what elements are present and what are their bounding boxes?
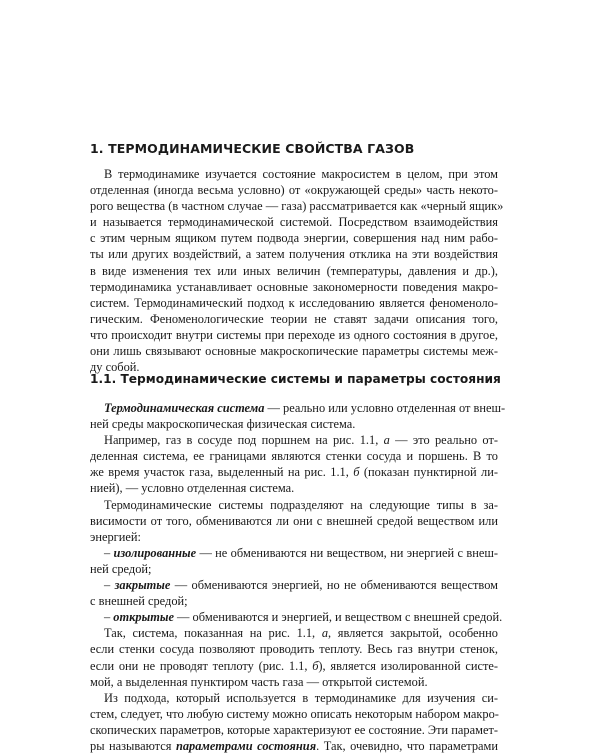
text-line: Термодинамические системы подразделяют на следующие типы в за- — [104, 497, 498, 512]
text-line: ней среды макроскопическая физическая система. — [90, 417, 356, 432]
text-line: что происходит внутри системы при переходе из одного состояния в другое, — [90, 327, 498, 342]
text-line: стем, следует, что любую систему можно описать некоторым набором макро- — [90, 706, 499, 721]
list-item-open: – открытые — обмениваются и энергией, и веществом с внешней средой. — [104, 610, 503, 625]
text-line: если они не проводят теплоту (рис. 1.1, б), является изолированной систе- — [90, 658, 498, 673]
text-line: Из подхода, который используется в термодинамике для изучения си- — [104, 690, 498, 705]
text-line: гическим. Феноменологические теории не ставят задачи описания того, — [90, 311, 498, 326]
text-line: отделенная (иногда весьма условно) от «окружающей среды» часть некото- — [90, 183, 498, 198]
text-line: рого вещества (в частном случае — газа) рассматривается как «черный ящик» — [90, 199, 504, 214]
text-line: с внешней средой; — [90, 594, 188, 609]
text-line: ты или других воздействий, а затем получения отклика на эти воздействия — [90, 247, 498, 262]
text-line: если стенки сосуда позволяют проводить теплоту. Весь газ внутри стенок, — [90, 642, 498, 657]
text-line: Например, газ в сосуде под поршнем на рис. 1.1, а — это реально от- — [104, 433, 498, 448]
chapter-title: 1. ТЕРМОДИНАМИЧЕСКИЕ СВОЙСТВА ГАЗОВ — [90, 141, 415, 156]
text-line: энергией: — [90, 529, 141, 544]
text-line: систем. Термодинамический подход к исследованию является феноменоло- — [90, 295, 498, 310]
text-line: ры называются параметрами состояния. Так, очевидно, что параметрами — [90, 738, 498, 753]
list-term: изолированные — [113, 545, 197, 560]
section-body — [90, 400, 506, 754]
definition-term: параметрами состояния — [175, 738, 317, 753]
figure-ref: а — [383, 433, 390, 448]
text-line: ней средой; — [90, 561, 152, 576]
definition-term: Термодинамическая система — [104, 401, 265, 415]
list-item-isolated: – изолированные — не обмениваются ни веществом, ни энергией с внеш- — [104, 545, 498, 560]
text-line: Так, система, показанная на рис. 1.1, а, является закрытой, особенно — [104, 626, 498, 641]
text-line: же время участок газа, выделенный на рис. 1.1, б (показан пунктирной ли- — [90, 465, 498, 480]
list-term: открытые — [113, 610, 174, 625]
text-line: термодинамика устанавливает основные закономерности поведения макро- — [90, 279, 498, 294]
figure-ref: а — [321, 626, 329, 641]
definition-line: Термодинамическая система — реально или условно отделенная от внеш- — [104, 401, 506, 415]
section-title: 1.1. Термодинамические системы и параметры состояния — [90, 372, 501, 386]
text-line: висимости от того, обмениваются ли они с внешней средой веществом или — [90, 513, 498, 528]
intro-paragraph — [90, 166, 504, 375]
text-line: они лишь связывают основные макроскопические параметры системы меж- — [90, 344, 498, 359]
text-line: ду собой. — [90, 360, 140, 375]
text-line: с этим черным ящиком путем подвода энергии, совершения над ним рабо- — [90, 231, 498, 246]
figure-ref: б — [353, 465, 360, 480]
list-item-closed: – закрытые — обмениваются энергией, но не обмениваются веществом — [104, 578, 498, 593]
text-line: мой, а выделенная пунктиром часть газа — открытой системой. — [90, 674, 428, 689]
text-line: и называется термодинамической системой. Посредством взаимодействия — [90, 215, 498, 230]
text-line: в виде изменения тех или иных величин (температуры, давления и др.), — [90, 263, 498, 278]
figure-ref: б — [312, 658, 319, 673]
list-term: закрытые — [114, 578, 171, 593]
text-line: нией), — условно отделенная система. — [90, 481, 295, 496]
text-line: деленная система, ее границами являются стенки сосуда и поршень. В то — [90, 449, 498, 464]
text-line: В термодинамике изучается состояние макросистем в целом, при этом — [104, 167, 498, 181]
text-line: скопических параметров, которые характеризуют ее состояние. Эти парамет- — [90, 722, 498, 737]
